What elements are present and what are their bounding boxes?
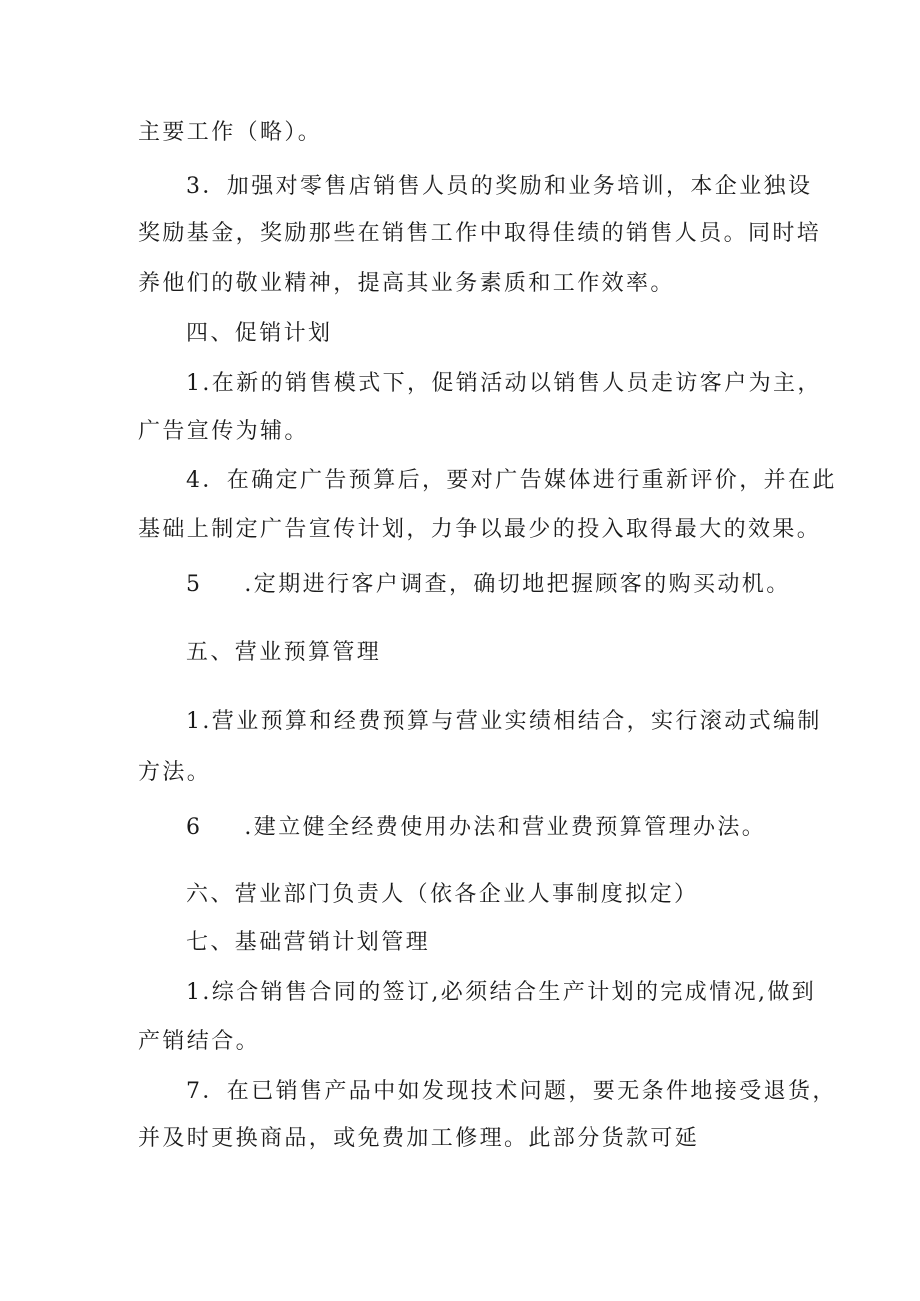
paragraph-line bbox=[138, 515, 821, 545]
paragraph-line bbox=[138, 219, 821, 249]
item-number: 3 bbox=[186, 174, 203, 199]
paragraph-line bbox=[138, 269, 675, 299]
section-heading bbox=[186, 928, 430, 958]
paragraph-line bbox=[186, 466, 837, 496]
paragraph-line bbox=[186, 707, 822, 737]
line-text: 营业预算和经费预算与营业实绩相结合，实行滚动式编制 bbox=[211, 709, 822, 734]
section-heading bbox=[186, 638, 381, 668]
line-text: .定期进行客户调查，确切地把握顾客的购买动机。 bbox=[244, 572, 791, 597]
paragraph-line bbox=[138, 758, 211, 788]
item-number: 1. bbox=[186, 371, 212, 396]
item-number: 4 bbox=[186, 468, 203, 493]
line-text: 广告宣传为辅。 bbox=[138, 419, 309, 444]
paragraph-line bbox=[186, 978, 816, 1008]
line-text: ．加强对零售店销售人员的奖励和业务培训，本企业独设 bbox=[202, 174, 813, 199]
line-text: 基础上制定广告宣传计划，力争以最少的投入取得最大的效果。 bbox=[138, 517, 822, 542]
item-number: 6 bbox=[186, 815, 203, 840]
item-number: 7 bbox=[186, 1079, 203, 1104]
paragraph-line bbox=[138, 118, 322, 148]
line-text: 在新的销售模式下，促销活动以销售人员走访客户为主， bbox=[211, 371, 822, 396]
paragraph-line bbox=[186, 369, 822, 399]
paragraph-line bbox=[186, 172, 812, 202]
heading-text: 五、营业预算管理 bbox=[186, 640, 382, 665]
item-number: 5 bbox=[186, 572, 203, 597]
paragraph-line bbox=[138, 1124, 699, 1154]
line-text: 综合销售合同的签订,必须结合生产计划的完成情况,做到 bbox=[211, 980, 817, 1005]
line-text: 养他们的敬业精神，提高其业务素质和工作效率。 bbox=[138, 271, 675, 296]
heading-text: 四、促销计划 bbox=[186, 321, 333, 346]
line-text: 主要工作（略）。 bbox=[138, 120, 323, 145]
section-heading bbox=[186, 880, 698, 910]
paragraph-line bbox=[138, 417, 309, 447]
paragraph-line bbox=[186, 813, 766, 843]
paragraph-line bbox=[186, 570, 791, 600]
line-text: 奖励基金，奖励那些在销售工作中取得佳绩的销售人员。同时培 bbox=[138, 221, 822, 246]
line-text: 方法。 bbox=[138, 760, 212, 785]
heading-text: 七、基础营销计划管理 bbox=[186, 930, 431, 955]
line-text: 并及时更换商品，或免费加工修理。此部分货款可延 bbox=[138, 1126, 700, 1151]
section-heading bbox=[186, 319, 332, 349]
line-text: ．在已销售产品中如发现技术问题，要无条件地接受退货， bbox=[202, 1079, 837, 1104]
line-text: .建立健全经费使用办法和营业费预算管理办法。 bbox=[244, 815, 767, 840]
paragraph-line bbox=[186, 1077, 837, 1107]
item-number: 1. bbox=[186, 980, 212, 1005]
heading-text: 六、营业部门负责人（依各企业人事制度拟定） bbox=[186, 882, 699, 907]
item-number: 1. bbox=[186, 709, 212, 734]
line-text: 产销结合。 bbox=[138, 1029, 261, 1054]
line-text: ．在确定广告预算后，要对广告媒体进行重新评价，并在此 bbox=[202, 468, 837, 493]
paragraph-line bbox=[138, 1027, 260, 1057]
